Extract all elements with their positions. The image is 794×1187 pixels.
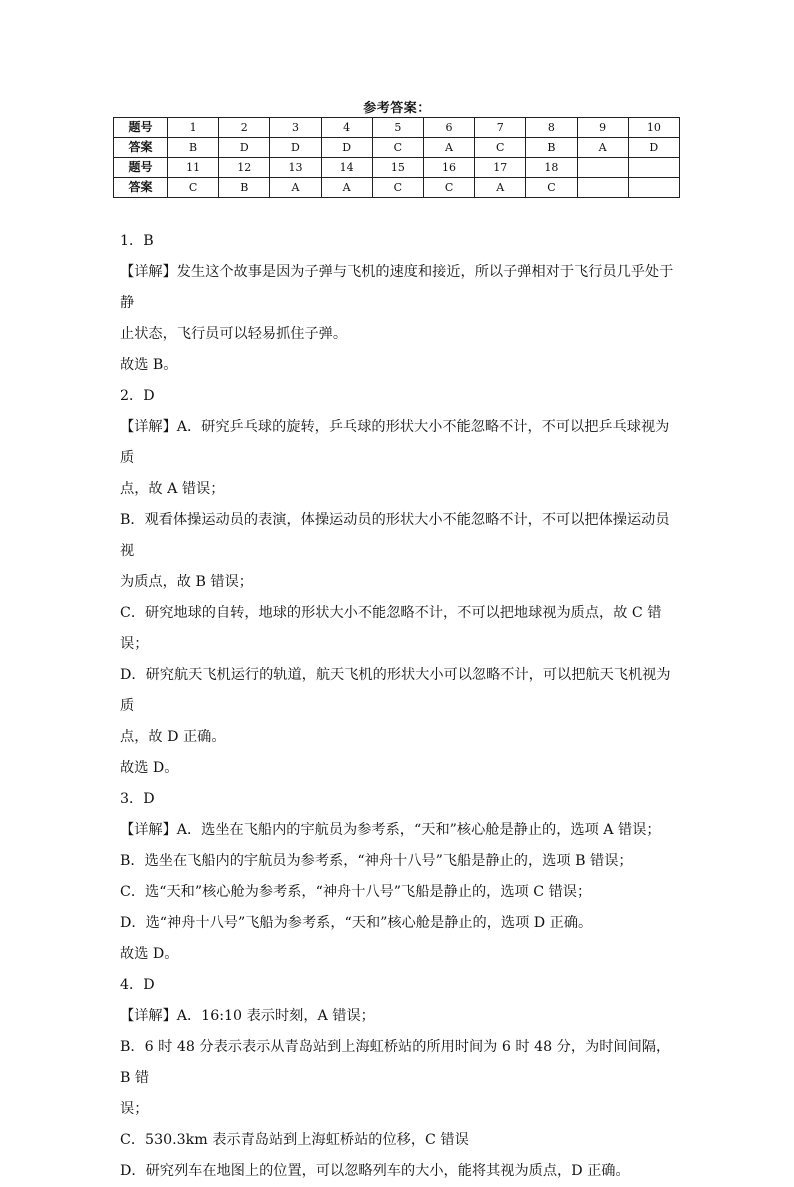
solution-line: C．选“天和”核心舱为参考系，“神舟十八号”飞船是静止的，选项 C 错误；: [120, 884, 592, 900]
answer-table: [113, 117, 680, 198]
table-cell: 5: [372, 118, 423, 138]
solution-line: B．观看体操运动员的表演，体操运动员的形状大小不能忽略不计，不可以把体操运动员视: [120, 512, 670, 559]
table-cell: [628, 178, 679, 198]
table-cell: C: [372, 138, 423, 158]
table-cell: 11: [168, 158, 219, 178]
table-cell: C: [423, 178, 474, 198]
table-cell: 3: [270, 118, 321, 138]
table-cell: 4: [321, 118, 372, 138]
row-label: 题号: [114, 118, 168, 138]
table-cell: 15: [372, 158, 423, 178]
table-cell: A: [577, 138, 628, 158]
table-cell: 17: [475, 158, 526, 178]
solution-line: 为质点，故 B 错误；: [120, 574, 253, 590]
table-row: [114, 178, 680, 198]
table-cell: C: [526, 178, 577, 198]
solution-heading: 2．D: [120, 388, 155, 404]
answer-key-title: 参考答案：: [363, 101, 431, 116]
row-label: 答案: [114, 138, 168, 158]
table-cell: 12: [219, 158, 270, 178]
solution-line: 误；: [120, 1101, 149, 1117]
table-cell: [577, 158, 628, 178]
table-cell: [628, 158, 679, 178]
table-cell: 16: [423, 158, 474, 178]
solution-line: 故选 D。: [120, 760, 179, 776]
table-row: [114, 138, 680, 158]
solution-line: 【详解】A．研究乒乓球的旋转，乒乓球的形状大小不能忽略不计，不可以把乒乓球视为质: [120, 419, 670, 466]
solution-line: 故选 B。: [120, 357, 178, 373]
table-cell: 14: [321, 158, 372, 178]
table-cell: B: [168, 138, 219, 158]
table-cell: 13: [270, 158, 321, 178]
table-cell: 8: [526, 118, 577, 138]
solution-heading: 4．D: [120, 977, 155, 993]
solution-heading: 3．D: [120, 791, 155, 807]
solution-line: B．选坐在飞船内的宇航员为参考系，“神舟十八号”飞船是静止的，选项 B 错误；: [120, 853, 633, 869]
solution-line: 故选 D。: [120, 946, 179, 962]
table-cell: D: [321, 138, 372, 158]
table-cell: A: [423, 138, 474, 158]
table-cell: D: [219, 138, 270, 158]
solution-line: 【详解】A．16:10 表示时刻，A 错误；: [120, 1008, 375, 1024]
table-cell: A: [321, 178, 372, 198]
solution-line: 点，故 D 正确。: [120, 729, 226, 745]
table-cell: C: [168, 178, 219, 198]
table-cell: 18: [526, 158, 577, 178]
solution-line: C．研究地球的自转，地球的形状大小不能忽略不计，不可以把地球视为质点，故 C 错误；: [120, 605, 662, 652]
solution-line: C．530.3km 表示青岛站到上海虹桥站的位移，C 错误: [120, 1132, 469, 1148]
solution-line: 【详解】发生这个故事是因为子弹与飞机的速度和接近，所以子弹相对于飞行员几乎处于静: [120, 264, 674, 311]
table-cell: 7: [475, 118, 526, 138]
solution-line: 【详解】A．选坐在飞船内的宇航员为参考系，“天和”核心舱是静止的，选项 A 错误；: [120, 822, 661, 838]
table-cell: A: [270, 178, 321, 198]
table-cell: 6: [423, 118, 474, 138]
table-cell: 10: [628, 118, 679, 138]
table-row: [114, 118, 680, 138]
row-label: 题号: [114, 158, 168, 178]
table-row: [114, 158, 680, 178]
table-cell: D: [628, 138, 679, 158]
table-cell: A: [475, 178, 526, 198]
row-label: 答案: [114, 178, 168, 198]
solution-line: D．研究列车在地图上的位置，可以忽略列车的大小，能将其视为质点，D 正确。: [120, 1163, 630, 1179]
solution-line: D．研究航天飞机运行的轨道，航天飞机的形状大小可以忽略不计，可以把航天飞机视为质: [120, 667, 671, 714]
table-cell: 2: [219, 118, 270, 138]
solution-line: 止状态，飞行员可以轻易抓住子弹。: [120, 326, 348, 342]
solutions-body: [120, 226, 680, 1187]
table-cell: 1: [168, 118, 219, 138]
table-cell: C: [372, 178, 423, 198]
table-cell: B: [219, 178, 270, 198]
table-cell: [577, 178, 628, 198]
table-cell: C: [475, 138, 526, 158]
solution-line: D．选“神舟十八号”飞船为参考系，“天和”核心舱是静止的，选项 D 正确。: [120, 915, 593, 931]
table-cell: B: [526, 138, 577, 158]
table-cell: D: [270, 138, 321, 158]
table-cell: 9: [577, 118, 628, 138]
solution-line: 点，故 A 错误；: [120, 481, 225, 497]
solution-line: B．6 时 48 分表示表示从青岛站到上海虹桥站的所用时间为 6 时 48 分，为时间间隔，B 错: [120, 1039, 671, 1086]
solution-heading: 1．B: [120, 233, 154, 249]
